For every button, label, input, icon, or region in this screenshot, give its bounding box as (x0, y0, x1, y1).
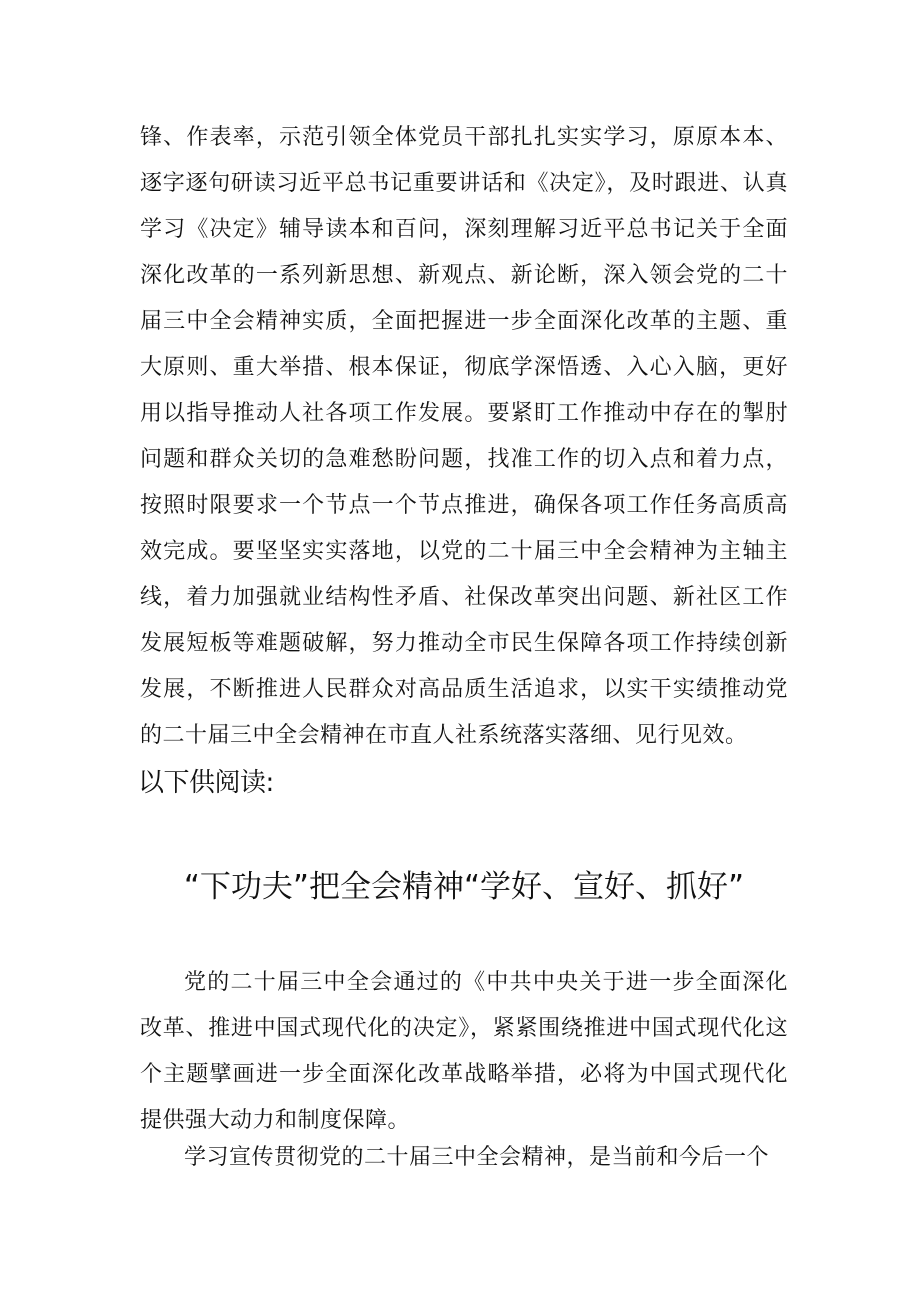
article-paragraph-1: 党的二十届三中全会通过的《中共中央关于进一步全面深化改革、推进中国式现代化的决定》，紧紧围绕推进中国式现代化这个主题擘画进一步全面深化改革战略举措，必将为中国式现代化提供强大动力和制度保障。 (140, 970, 788, 1133)
reading-section-label: 以下供阅读: (138, 768, 274, 798)
body-paragraph-continued: 锋、作表率，示范引领全体党员干部扎扎实实学习，原原本本、逐字逐句研读习近平总书记重要讲话和《决定》，及时跟进、认真学习《决定》辅导读本和百问，深刻理解习近平总书记关于全面深化改革的一系列新思想、新观点、新论断，深入领会党的二十届三中全会精神实质，全面把握进一步全面深化改革的主题、重大原则、重大举措、根本保证，彻底学深悟透、入心入脑，更好用以指导推动人社各项工作发展。要紧盯工作推动中存在的掣肘问题和群众关切的急难愁盼问题，找准工作的切入点和着力点，按照时限要求一个节点一个节点推进，确保各项工作任务高质高效完成。要坚坚实实落地，以党的二十届三中全会精神为主轴主线，着力加强就业结构性矛盾、社保改革突出问题、新社区工作发展短板等难题破解，努力推动全市民生保障各项工作持续创新发展，不断推进人民群众对高品质生活追求，以实干实绩推动党的二十届三中全会精神在市直人社系统落实落细、见行见效。 (140, 125, 788, 748)
article-paragraph-2: 学习宣传贯彻党的二十届三中全会精神，是当前和今后一个 (184, 1145, 770, 1170)
article-title: “下功夫”把全会精神“学好、宣好、抓好” (183, 869, 745, 905)
